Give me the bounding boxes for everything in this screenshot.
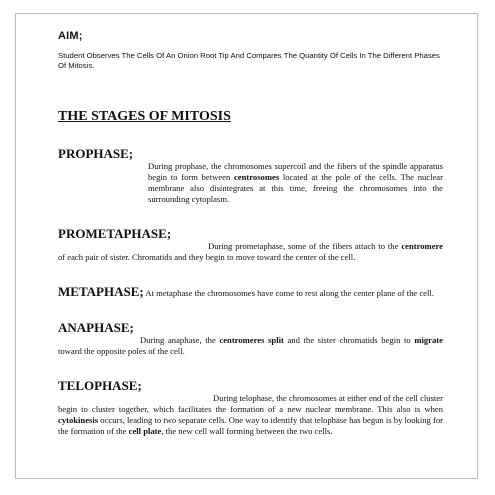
anaphase-text-3: toward the opposite poles of the cell. — [58, 346, 185, 356]
aim-text: Student Observes The Cells Of An Onion Root Tip And Compares The Quantity Of Cells In The Different Phases Of Mitosis. — [58, 51, 440, 70]
anaphase-heading: ANAPHASE; — [58, 320, 134, 335]
stage-telophase — [58, 379, 443, 437]
prometaphase-term-centromere: centromere — [401, 241, 443, 251]
telophase-text-2: occurs, leading to two separate cells. One way to identify that telophase has begun is by looking for the formation of the — [58, 415, 443, 436]
telophase-text-1: During telophase, the chromosomes at either end of the cell cluster begin to cluster together, which facilitates the formation of a new nuclear membrane. This also is when — [58, 393, 443, 414]
telophase-term-cytokinesis: cytokinesis — [58, 415, 99, 425]
prometaphase-text-2: of each pair of sister. Chromatids and they begin to move toward the center of the cell. — [58, 252, 356, 262]
page-title: THE STAGES OF MITOSIS — [58, 109, 231, 124]
stage-prometaphase — [58, 227, 443, 263]
telophase-text — [58, 393, 443, 437]
metaphase-text: At metaphase the chromosomes have come to rest along the center plane of the cell. — [145, 288, 434, 298]
prophase-term-centrosomes: centrosomes — [233, 172, 280, 182]
anaphase-text — [58, 335, 443, 357]
telophase-heading: TELOPHASE; — [58, 378, 142, 393]
prophase-heading: PROPHASE; — [58, 146, 134, 161]
anaphase-term-centromeres-split: centromeres split — [219, 335, 284, 345]
anaphase-text-1: During anaphase, the — [140, 335, 220, 345]
prometaphase-heading: PROMETAPHASE; — [58, 226, 172, 241]
telophase-term-cell-plate: cell plate — [128, 426, 162, 436]
prophase-text-1: During prophase, the chromosomes supercoil and the fibers of the spindle apparatus begin to form between — [148, 161, 443, 182]
stage-prophase — [58, 147, 443, 205]
prometaphase-text-1: During prometaphase, some of the fibers attach to the — [208, 241, 402, 251]
metaphase-heading: METAPHASE; — [58, 284, 144, 299]
prometaphase-text — [58, 241, 443, 263]
aim-heading: AIM; — [58, 30, 83, 42]
anaphase-term-migrate: migrate — [414, 335, 443, 345]
document-content — [58, 30, 443, 437]
stage-metaphase — [58, 285, 443, 299]
telophase-text-3: , the new cell wall forming between the two cells. — [161, 426, 333, 436]
metaphase-block — [58, 285, 443, 299]
stage-anaphase — [58, 321, 443, 357]
prophase-text-2: located at the pole of the cells. The nuclear membrane also disintegrates at this time, freeing the chromosomes into the surrounding cytoplasm. — [148, 172, 443, 204]
anaphase-text-2: and the sister chromatids begin to — [283, 335, 415, 345]
prophase-text — [58, 161, 443, 205]
